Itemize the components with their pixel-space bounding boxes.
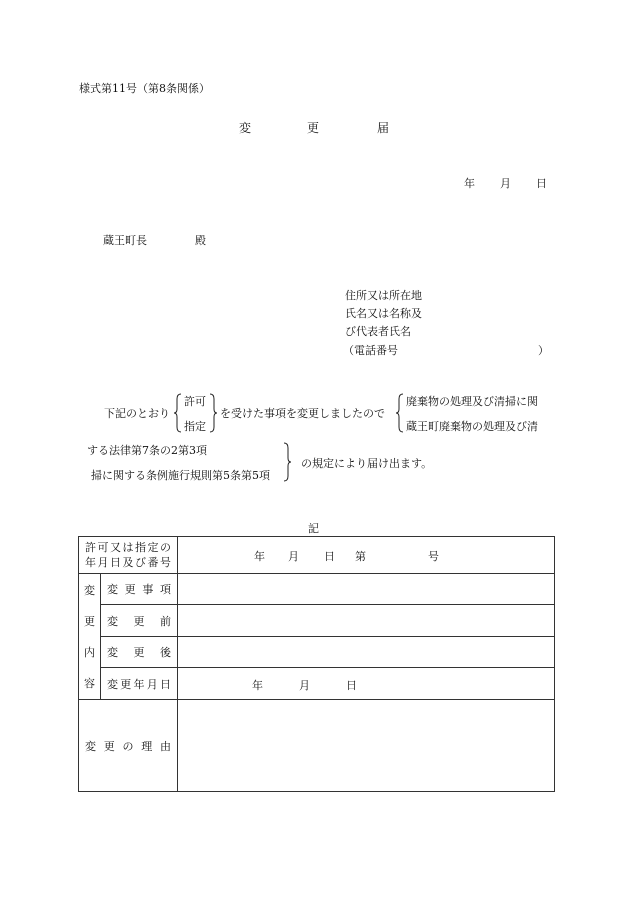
title-char: 変 — [239, 121, 252, 135]
address-label: 住所又は所在地 — [345, 289, 422, 302]
permit-number-suffix: 号 — [428, 550, 439, 563]
permit-label-cell — [79, 537, 178, 574]
change-item-field[interactable] — [178, 574, 555, 605]
left-brace-icon — [174, 393, 182, 433]
law-b-continued: 掃に関する条例施行規則第5条第5項 — [91, 469, 270, 482]
left-brace-icon — [396, 393, 404, 433]
title-char: 届 — [377, 121, 390, 135]
before-change-label: 変更前 — [107, 614, 171, 628]
table-row — [79, 637, 555, 668]
table-row — [79, 605, 555, 637]
name-label-1: 氏名又は名称及 — [345, 307, 422, 320]
group-char: 更 — [84, 614, 95, 628]
group-char: 変 — [84, 583, 95, 597]
phone-close: ） — [538, 344, 549, 357]
change-date-day: 日 — [346, 679, 357, 692]
law-b: 蔵王町廃棄物の処理及び清 — [406, 420, 538, 433]
change-date-label: 変更年月日 — [107, 677, 171, 691]
addressee-honorific: 殿 — [195, 234, 206, 247]
row-label — [101, 637, 178, 668]
reason-label: 変更の理由 — [85, 739, 171, 753]
permit-year: 年 — [254, 550, 265, 563]
date-year: 年 — [464, 177, 475, 190]
change-date-month: 月 — [299, 679, 310, 692]
group-char: 内 — [84, 645, 95, 659]
title-char: 更 — [307, 121, 320, 135]
permit-day: 日 — [324, 550, 335, 563]
row-label — [101, 668, 178, 700]
statement-middle: を受けた事項を変更しましたので — [220, 407, 385, 420]
change-detail-table — [78, 536, 555, 792]
permit-label-1: 許可又は指定の — [85, 541, 171, 554]
addressee-name: 蔵王町長 — [103, 234, 147, 247]
after-change-label: 変更後 — [107, 646, 171, 659]
after-change-field[interactable] — [178, 637, 555, 668]
form-number: 様式第11号（第8条関係） — [79, 82, 210, 95]
name-label-2: び代表者氏名 — [345, 325, 411, 338]
table-row — [79, 700, 555, 792]
row-label — [101, 605, 178, 637]
change-date-field[interactable] — [178, 668, 555, 700]
reason-label-cell — [79, 700, 178, 792]
permit-label-2: 年月日及び番号 — [85, 556, 171, 569]
permit-month: 月 — [288, 550, 299, 563]
change-content-group-label — [79, 574, 101, 700]
table-row — [79, 668, 555, 700]
row-label — [101, 574, 178, 605]
option-designation: 指定 — [184, 420, 206, 433]
law-a-continued: する法律第7条の2第3項 — [87, 444, 207, 457]
right-brace-icon — [283, 442, 291, 482]
statement-closing: の規定により届け出ます。 — [301, 457, 433, 470]
before-change-field[interactable] — [178, 605, 555, 637]
date-month: 月 — [500, 177, 511, 190]
record-heading: 記 — [308, 522, 319, 535]
phone-label: （電話番号 — [343, 344, 398, 357]
right-brace-icon — [209, 393, 217, 433]
permit-value-cell[interactable] — [178, 537, 555, 574]
statement-prefix: 下記のとおり — [104, 407, 170, 420]
reason-field[interactable] — [178, 700, 555, 792]
table-row — [79, 574, 555, 605]
date-day: 日 — [536, 177, 547, 190]
option-permit: 許可 — [184, 395, 206, 408]
group-char: 容 — [84, 676, 95, 690]
permit-number-prefix: 第 — [355, 550, 366, 563]
change-item-label: 変更事項 — [107, 583, 171, 596]
change-date-year: 年 — [252, 679, 263, 692]
table-row — [79, 537, 555, 574]
law-a: 廃棄物の処理及び清掃に関 — [406, 395, 538, 408]
